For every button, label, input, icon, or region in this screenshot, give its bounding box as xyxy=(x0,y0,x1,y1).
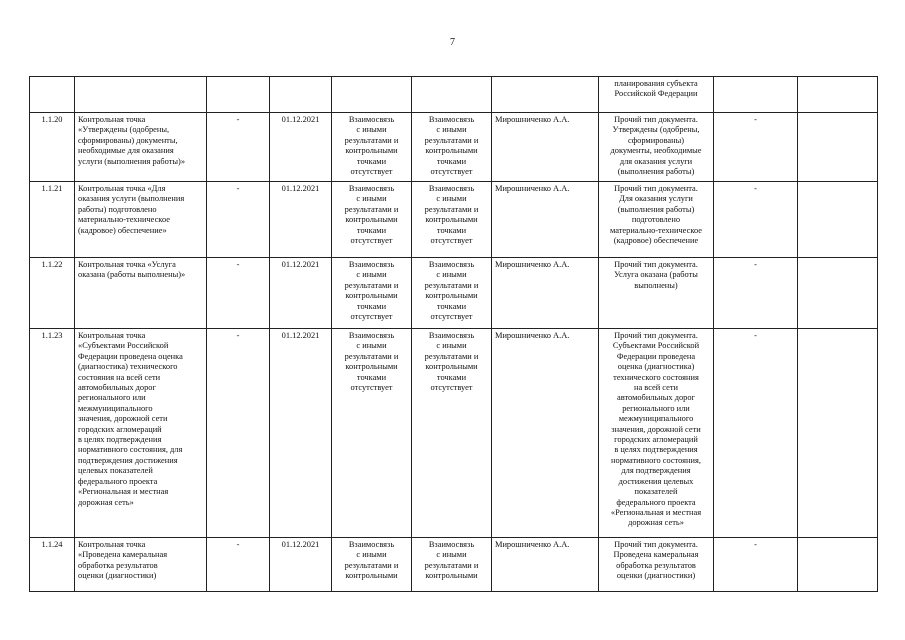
control-point-name-cell xyxy=(75,113,207,182)
document-type-text: Прочий тип документа. Для оказания услуги (выполнения работы) подготовлено материально-техническое (кадровое) обеспечение xyxy=(610,184,702,246)
column-9-cell xyxy=(714,182,798,258)
document-type-text: Прочий тип документа. Утверждены (одобрены, сформированы) документы, необходимые для оказания услуги (выполнения работы) xyxy=(610,115,702,177)
predecessor-link-cell xyxy=(332,113,412,182)
column-10-cell xyxy=(798,538,878,592)
control-point-name-text: Контрольная точка «Утверждены (одобрены, сформированы) документы, необходимые для оказания услуги (выполнения работы)» xyxy=(78,115,186,166)
successor-link-cell xyxy=(412,329,492,538)
control-point-name-cell xyxy=(75,182,207,258)
row-number-text: 1.1.23 xyxy=(41,331,63,340)
control-point-name-cell xyxy=(75,329,207,538)
table-row xyxy=(30,113,878,182)
row-number-cell xyxy=(30,182,75,258)
predecessor-link-cell xyxy=(332,329,412,538)
successor-link-cell xyxy=(412,538,492,592)
document-type-cell xyxy=(599,258,714,329)
row-number-text: 1.1.22 xyxy=(41,260,63,269)
due-date-cell xyxy=(270,182,332,258)
document-type-cell xyxy=(599,77,714,113)
due-date-text: 01.12.2021 xyxy=(281,540,320,549)
column-3-cell xyxy=(207,258,270,329)
due-date-cell xyxy=(270,258,332,329)
successor-link-text: Взаимосвязь с иными результатами и контрольными точками отсутствует xyxy=(424,331,479,393)
control-point-name-text: Контрольная точка «Услуга оказана (работы выполнены)» xyxy=(78,260,186,280)
document-type-text: Прочий тип документа. Услуга оказана (работы выполнены) xyxy=(614,260,698,290)
row-number-text: 1.1.24 xyxy=(41,540,63,549)
column-10-cell xyxy=(798,182,878,258)
responsible-person-text: Мирошниченко А.А. xyxy=(495,331,570,340)
predecessor-link-cell xyxy=(332,258,412,329)
column-3-text: - xyxy=(236,184,240,193)
successor-link-text: Взаимосвязь с иными результатами и контрольными точками отсутствует xyxy=(424,184,479,246)
table-row xyxy=(30,538,878,592)
responsible-person-text: Мирошниченко А.А. xyxy=(495,260,570,269)
control-point-name-text: Контрольная точка «Проведена камеральная обработка результатов оценки (диагностики) xyxy=(78,540,168,581)
row-number-cell xyxy=(30,113,75,182)
due-date-text: 01.12.2021 xyxy=(281,260,320,269)
successor-link-cell xyxy=(412,182,492,258)
document-type-cell xyxy=(599,182,714,258)
table-row xyxy=(30,329,878,538)
responsible-person-text: Мирошниченко А.А. xyxy=(495,184,570,193)
column-10-cell xyxy=(798,329,878,538)
page-number: 7 xyxy=(450,37,455,48)
column-3-cell xyxy=(207,329,270,538)
column-3-cell xyxy=(207,182,270,258)
column-9-cell xyxy=(714,113,798,182)
row-number-cell xyxy=(30,538,75,592)
column-9-text: - xyxy=(754,331,757,340)
column-9-cell xyxy=(714,77,798,113)
successor-link-cell xyxy=(412,113,492,182)
predecessor-link-cell xyxy=(332,538,412,592)
column-10-cell xyxy=(798,113,878,182)
column-9-text: - xyxy=(754,260,757,269)
column-9-cell xyxy=(714,538,798,592)
column-3-cell xyxy=(207,77,270,113)
predecessor-link-text: Взаимосвязь с иными результатами и контрольными точками отсутствует xyxy=(344,331,399,393)
document-type-cell xyxy=(599,538,714,592)
responsible-person-cell xyxy=(492,113,599,182)
due-date-cell xyxy=(270,538,332,592)
responsible-person-text: Мирошниченко А.А. xyxy=(495,115,570,124)
table-body xyxy=(30,77,878,592)
table-row xyxy=(30,258,878,329)
responsible-person-cell xyxy=(492,77,599,113)
column-3-text: - xyxy=(236,540,240,549)
row-number-text: 1.1.20 xyxy=(41,115,63,124)
document-type-text: планирования субъекта Российской Федерации xyxy=(614,79,698,99)
control-point-name-cell xyxy=(75,258,207,329)
column-3-cell xyxy=(207,538,270,592)
document-type-cell xyxy=(599,329,714,538)
predecessor-link-text: Взаимосвязь с иными результатами и контрольными xyxy=(344,540,399,581)
due-date-text: 01.12.2021 xyxy=(281,331,320,340)
control-point-name-cell xyxy=(75,538,207,592)
successor-link-cell xyxy=(412,258,492,329)
column-10-cell xyxy=(798,77,878,113)
row-number-cell xyxy=(30,258,75,329)
column-9-cell xyxy=(714,329,798,538)
due-date-text: 01.12.2021 xyxy=(281,115,320,124)
table-row xyxy=(30,77,878,113)
predecessor-link-cell xyxy=(332,182,412,258)
control-point-name-text: Контрольная точка «Субъектами Российской Федерации проведена оценка (диагностика) технического состояния на всей сети автомобильных дорог регионального или межмуниципального значения, дорожной сети городских агломераций в целях подтверждения нормативного состояния, для подтверждения достижения целевых показателей федерального проекта «Региональная и местная дорожная сеть» xyxy=(78,331,183,507)
column-10-cell xyxy=(798,258,878,329)
row-number-cell xyxy=(30,77,75,113)
responsible-person-text: Мирошниченко А.А. xyxy=(495,540,570,549)
successor-link-cell xyxy=(412,77,492,113)
responsible-person-cell xyxy=(492,329,599,538)
column-9-text: - xyxy=(754,184,757,193)
control-points-table xyxy=(29,76,878,592)
column-9-text: - xyxy=(754,115,757,124)
predecessor-link-text: Взаимосвязь с иными результатами и контрольными точками отсутствует xyxy=(344,115,399,177)
due-date-cell xyxy=(270,329,332,538)
document-type-text: Прочий тип документа. Проведена камеральная обработка результатов оценки (диагностики) xyxy=(613,540,699,581)
row-number-text: 1.1.21 xyxy=(41,184,63,193)
due-date-cell xyxy=(270,77,332,113)
successor-link-text: Взаимосвязь с иными результатами и контрольными точками отсутствует xyxy=(424,260,479,322)
predecessor-link-cell xyxy=(332,77,412,113)
column-3-text: - xyxy=(236,115,240,124)
document-type-cell xyxy=(599,113,714,182)
control-point-name-text: Контрольная точка «Для оказания услуги (выполнения работы) подготовлено материально-техническое (кадровое) обеспечение» xyxy=(78,184,185,235)
due-date-cell xyxy=(270,113,332,182)
successor-link-text: Взаимосвязь с иными результатами и контрольными точками отсутствует xyxy=(424,115,479,177)
document-type-text: Прочий тип документа. Субъектами Российской Федерации проведена оценка (диагностика) технического состояния на всей сети автомобильных дорог регионального или межмуниципального значения, дорожной сети городских агломераций в целях подтверждения нормативного состояния, для подтверждения достижения целевых показателей федерального проекта «Региональная и местная дорожная сеть» xyxy=(610,331,702,528)
row-number-cell xyxy=(30,329,75,538)
column-9-cell xyxy=(714,258,798,329)
responsible-person-cell xyxy=(492,182,599,258)
column-3-cell xyxy=(207,113,270,182)
responsible-person-cell xyxy=(492,538,599,592)
predecessor-link-text: Взаимосвязь с иными результатами и контрольными точками отсутствует xyxy=(344,184,399,246)
predecessor-link-text: Взаимосвязь с иными результатами и контрольными точками отсутствует xyxy=(344,260,399,322)
column-3-text: - xyxy=(236,260,240,269)
column-9-text: - xyxy=(754,540,757,549)
table-row xyxy=(30,182,878,258)
column-3-text: - xyxy=(236,331,240,340)
control-point-name-cell xyxy=(75,77,207,113)
responsible-person-cell xyxy=(492,258,599,329)
due-date-text: 01.12.2021 xyxy=(281,184,320,193)
successor-link-text: Взаимосвязь с иными результатами и контрольными xyxy=(424,540,479,581)
